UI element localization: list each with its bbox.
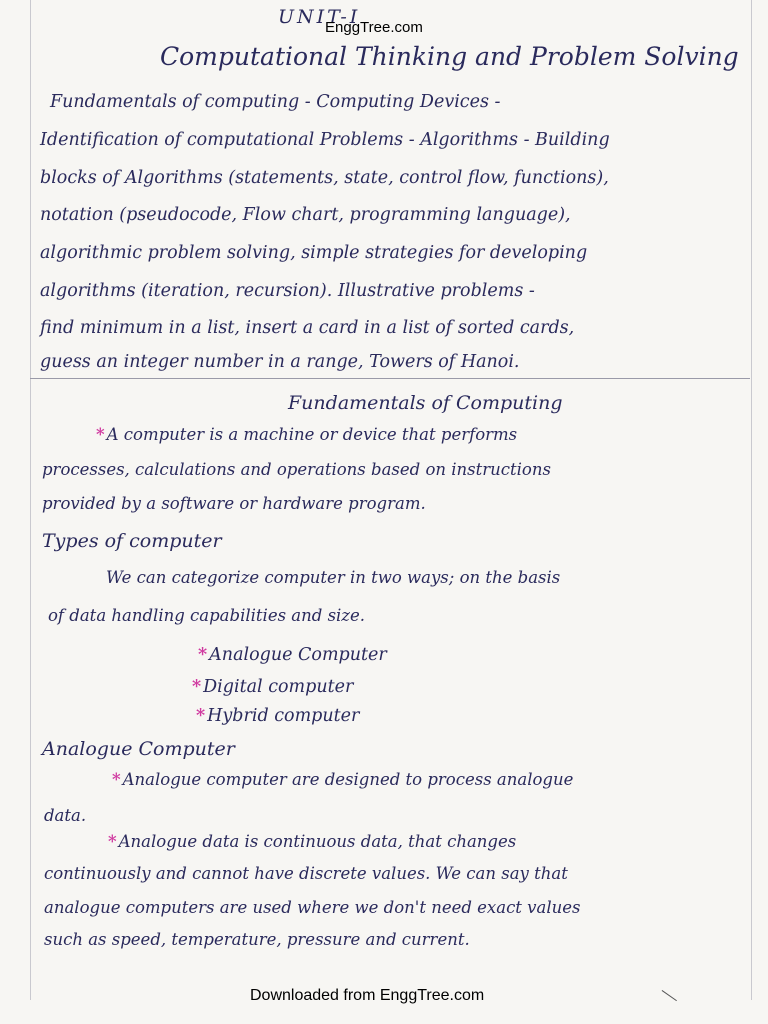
list-item: * Analogue Computer: [198, 645, 387, 665]
paragraph-line: such as speed, temperature, pressure and current.: [44, 930, 470, 949]
section-heading-types: Types of computer: [42, 530, 222, 552]
section-divider: [30, 378, 750, 379]
paragraph-line: processes, calculations and operations based on instructions: [42, 460, 551, 479]
syllabus-line: Fundamentals of computing - Computing Devices -: [50, 92, 501, 112]
asterisk-bullet-icon: *: [196, 706, 206, 726]
paragraph-line: We can categorize computer in two ways; on the basis: [106, 568, 561, 587]
paragraph-line: continuously and cannot have discrete values. We can say that: [44, 864, 568, 883]
paragraph-line: provided by a software or hardware program.: [42, 494, 426, 513]
list-item: * Digital computer: [192, 677, 354, 697]
syllabus-line: algorithmic problem solving, simple strategies for developing: [40, 243, 588, 263]
paragraph-line: * Analogue data is continuous data, that changes: [108, 832, 517, 851]
paragraph-line: * A computer is a machine or device that performs: [96, 425, 518, 444]
footer-download-note: Downloaded from EnggTree.com: [250, 987, 485, 1004]
list-item: * Hybrid computer: [196, 706, 360, 726]
syllabus-line: find minimum in a list, insert a card in a list of sorted cards,: [40, 318, 575, 338]
paragraph-line: * Analogue computer are designed to process analogue: [112, 770, 574, 789]
paragraph-line: data.: [44, 806, 87, 825]
asterisk-bullet-icon: *: [112, 770, 121, 789]
paragraph-line: analogue computers are used where we don't need exact values: [44, 898, 581, 917]
paragraph-line: of data handling capabilities and size.: [48, 606, 366, 625]
syllabus-line: guess an integer number in a range, Towers of Hanoi.: [40, 352, 520, 372]
section-heading-analogue: Analogue Computer: [42, 738, 235, 760]
asterisk-bullet-icon: *: [108, 832, 117, 851]
syllabus-line: notation (pseudocode, Flow chart, programming language),: [40, 205, 571, 225]
page-title: Computational Thinking and Problem Solving: [160, 42, 739, 71]
asterisk-bullet-icon: *: [192, 677, 202, 697]
asterisk-bullet-icon: *: [96, 425, 105, 444]
section-heading-fundamentals: Fundamentals of Computing: [288, 392, 563, 414]
asterisk-bullet-icon: *: [198, 645, 208, 665]
unit-label: UNIT-I: [278, 6, 361, 28]
syllabus-line: algorithms (iteration, recursion). Illustrative problems -: [40, 281, 535, 301]
header-site-name: EnggTree.com: [325, 19, 423, 36]
syllabus-line: blocks of Algorithms (statements, state, control flow, functions),: [40, 168, 609, 188]
syllabus-line: Identification of computational Problems - Algorithms - Building: [40, 130, 610, 150]
